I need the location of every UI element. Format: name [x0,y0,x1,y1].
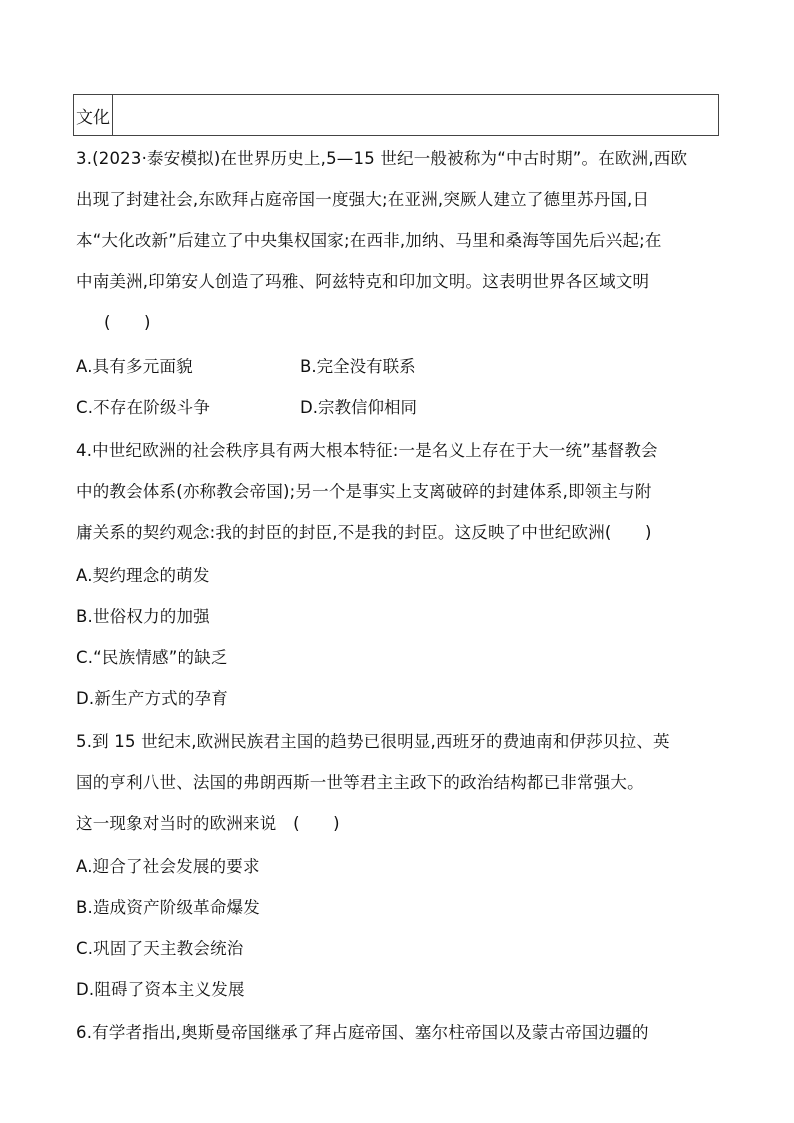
question-4-option-a: A.契约理念的萌发 [76,566,210,585]
question-4-option-c: C.“民族情感”的缺乏 [76,648,228,667]
question-3-option-d: D.宗教信仰相同 [300,398,417,417]
question-3-line-1: 3.(2023·泰安模拟)在世界历史上,5—15 世纪一般被称为“中古时期”。在欧洲,西欧 [76,149,688,168]
question-5-option-a: A.迎合了社会发展的要求 [76,857,260,876]
question-5-line-2: 国的亨利八世、法国的弗朗西斯一世等君主主政下的政治结构都已非常强大。 [76,773,644,792]
question-4-line-1: 4.中世纪欧洲的社会秩序具有两大根本特征:一是名义上存在于大一统”基督教会 [76,441,658,460]
question-4-option-d: D.新生产方式的孕育 [76,689,228,708]
table-cell-value [113,95,718,135]
question-5-line-3: 这一现象对当时的欧洲来说 ( ) [76,814,340,833]
question-3-line-4: 中南美洲,印第安人创造了玛雅、阿兹特克和印加文明。这表明世界各区域文明 [76,272,650,291]
table-row [73,94,719,136]
question-5-option-c: C.巩固了天主教会统治 [76,939,244,958]
question-4-line-2: 中的教会体系(亦称教会帝国);另一个是事实上支离破碎的封建体系,即领主与附 [76,482,652,501]
question-3-option-c: C.不存在阶级斗争 [76,398,211,417]
question-4-option-b: B.世俗权力的加强 [76,607,210,626]
question-5-line-1: 5.到 15 世纪末,欧洲民族君主国的趋势已很明显,西班牙的费迪南和伊莎贝拉、英 [76,732,670,751]
table-cell-label: 文化 [74,95,113,135]
question-5-option-d: D.阻碍了资本主义发展 [76,980,245,999]
question-6-line-1: 6.有学者指出,奥斯曼帝国继承了拜占庭帝国、塞尔柱帝国以及蒙古帝国边疆的 [76,1023,649,1042]
question-3-line-2: 出现了封建社会,东欧拜占庭帝国一度强大;在亚洲,突厥人建立了德里苏丹国,日 [76,190,650,209]
question-3-option-b: B.完全没有联系 [300,357,416,376]
question-3-option-a: A.具有多元面貌 [76,357,193,376]
question-3-answer-bracket: ( ) [104,313,151,332]
question-5-option-b: B.造成资产阶级革命爆发 [76,898,260,917]
question-3-line-3: 本“大化改新”后建立了中央集权国家;在西非,加纳、马里和桑海等国先后兴起;在 [76,231,662,250]
question-4-line-3: 庸关系的契约观念:我的封臣的封臣,不是我的封臣。这反映了中世纪欧洲( ) [76,523,652,542]
